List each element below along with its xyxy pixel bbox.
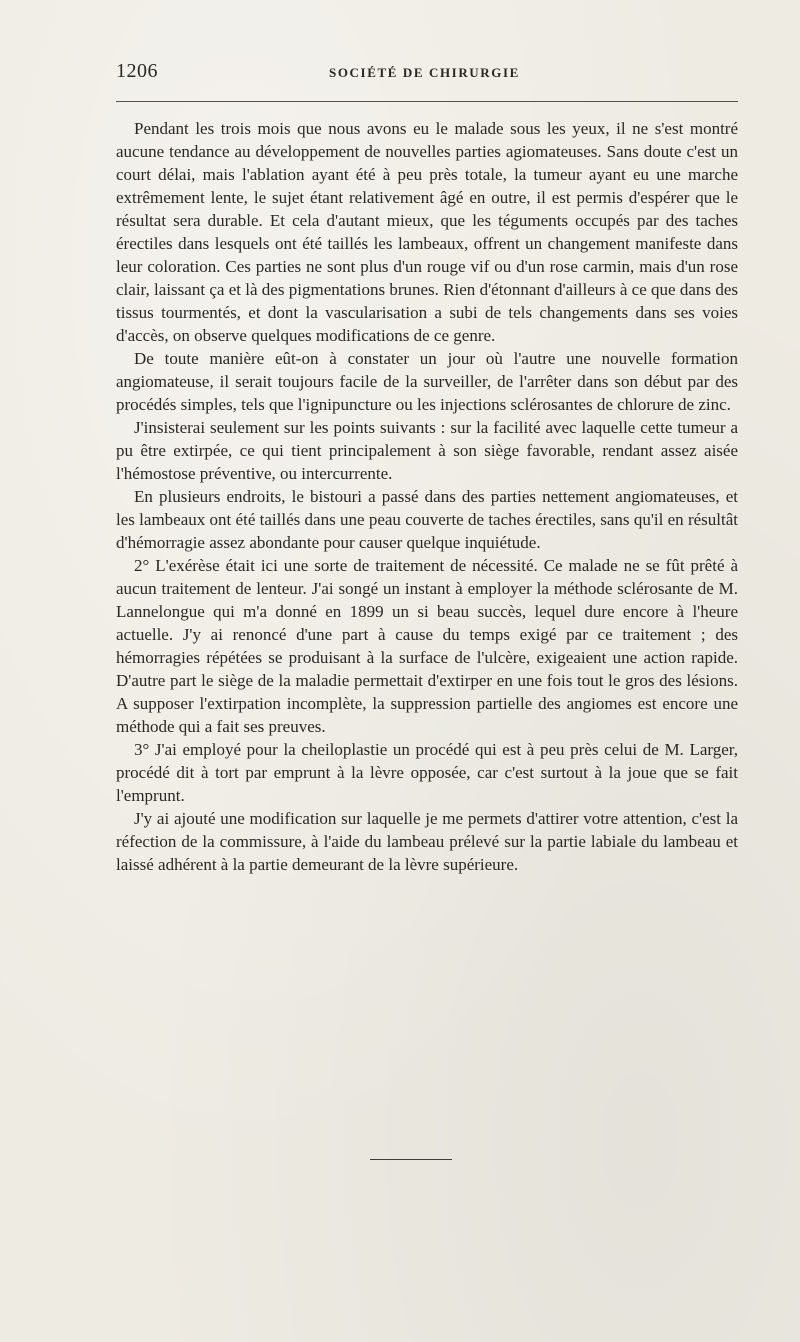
paragraph: 2° L'exérèse était ici une sorte de traitement de nécessité. Ce malade ne se fût prêté à aucun traitement de lenteur. J'ai songé un instant à employer la méthode sclérosante de M. Lannelongue qui m'a donné en 1899 un si beau succès, lequel dure encore à l'heure actuelle. J'y ai renoncé d'une part à cause du temps exigé par ce traitement ; des hémorragies répétées se produisant à la surface de l'ulcère, exigeaient une action rapide. D'autre part le siège de la maladie permettait d'extirper en une fois tout le gros des lésions. A supposer l'extirpation incomplète, la suppression partielle des angiomes est encore une méthode qui a fait ses preuves.	[116, 556, 738, 736]
header-rule	[116, 101, 738, 102]
paragraph: De toute manière eût-on à constater un jour où l'autre une nouvelle formation angiomateuse, il serait toujours facile de la surveiller, de l'arrêter dans son début par des procédés simples, tels que l'ignipuncture ou les injections sclérosantes de chlorure de zinc.	[116, 349, 738, 414]
page-number: 1206	[116, 60, 158, 82]
body-text	[116, 117, 738, 876]
paragraph: En plusieurs endroits, le bistouri a passé dans des parties nettement angiomateuses, et les lambeaux ont été taillés dans une peau couverte de taches érectiles, sans qu'il en résultât d'hémorragie assez abondante pour causer quelque inquiétude.	[116, 487, 738, 552]
paragraph: Pendant les trois mois que nous avons eu le malade sous les yeux, il ne s'est montré aucune tendance au développement de nouvelles parties agiomateuses. Sans doute c'est un court délai, mais l'ablation ayant été à peu près totale, la tumeur ayant eu une marche extrêmement lente, le sujet étant relativement âgé en outre, il est permis d'espérer que le résultat sera durable. Et cela d'autant mieux, que les téguments occupés par des taches érectiles dans lesquels ont été taillés les lambeaux, offrent un changement manifeste dans leur coloration. Ces parties ne sont plus d'un rouge vif ou d'un rose carmin, mais d'un rose clair, laissant ça et là des pigmentations brunes. Rien d'étonnant d'ailleurs à ce que dans des tissus tourmentés, et dont la vascularisation a subi de tels changements dans ses voies d'accès, on observe quelques modifications de ce genre.	[116, 119, 738, 345]
paragraph: J'y ai ajouté une modification sur laquelle je me permets d'attirer votre attention, c'est la réfection de la commissure, à l'aide du lambeau prélevé sur la partie labiale du lambeau et laissé adhérent à la partie demeurant de la lèvre supérieure.	[116, 809, 738, 874]
running-head: SOCIÉTÉ DE CHIRURGIE	[329, 65, 520, 80]
section-end-rule	[370, 1159, 452, 1160]
paragraph: J'insisterai seulement sur les points suivants : sur la facilité avec laquelle cette tumeur a pu être extirpée, ce qui tient principalement à son siège favorable, rendant assez aisée l'hémostose préventive, ou intercurrente.	[116, 418, 738, 483]
paragraph: 3° J'ai employé pour la cheiloplastie un procédé qui est à peu près celui de M. Larger, procédé dit à tort par emprunt à la lèvre opposée, car c'est surtout à la joue que se fait l'emprunt.	[116, 740, 738, 805]
page-header	[116, 60, 738, 88]
